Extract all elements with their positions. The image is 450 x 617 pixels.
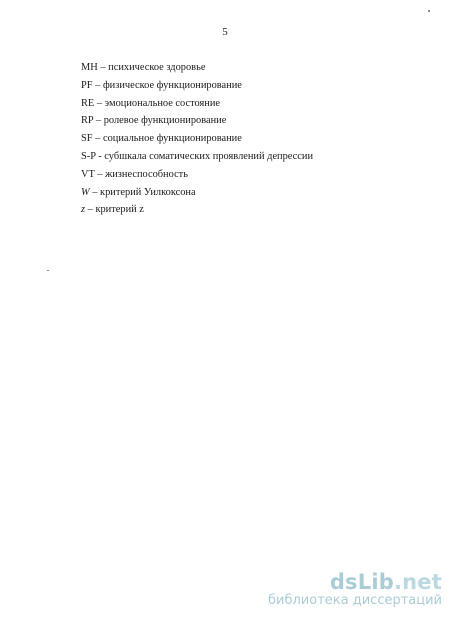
abbreviation-item (81, 166, 313, 184)
abbreviation-separator: – (92, 79, 103, 91)
abbreviation-item (81, 59, 313, 77)
abbreviation-definition: психическое здоровье (108, 62, 206, 73)
watermark-logo-domain: .net (393, 570, 442, 594)
scan-speck (47, 270, 49, 271)
abbreviation-term: MH (81, 62, 98, 73)
abbreviation-separator: – (92, 133, 103, 145)
abbreviation-item (81, 201, 313, 219)
abbreviation-definition: ролевое функционирование (103, 115, 227, 127)
abbreviation-list (81, 59, 313, 219)
abbreviation-definition: социальное функционирование (102, 133, 242, 145)
abbreviation-separator: – (97, 62, 109, 73)
scan-speck (428, 10, 430, 12)
watermark-tagline: библиотека диссертаций (268, 593, 442, 608)
abbreviation-term: SF (81, 133, 93, 145)
abbreviation-item (81, 95, 313, 113)
abbreviation-term: z (81, 204, 86, 216)
watermark (268, 571, 442, 608)
abbreviation-item (81, 130, 313, 148)
abbreviation-separator: – (93, 115, 104, 127)
page-number: 5 (222, 26, 228, 38)
abbreviation-item (81, 184, 313, 202)
abbreviation-definition: субшкала соматических проявлений депрессии (104, 150, 314, 162)
abbreviation-definition: критерий z (95, 204, 144, 216)
abbreviation-separator: – (85, 204, 96, 216)
abbreviation-definition: физическое функционирование (102, 79, 242, 91)
watermark-logo-main: dsLib (329, 570, 394, 594)
abbreviation-term: S-P (81, 150, 96, 162)
abbreviation-definition: критерий Уилкоксона (100, 186, 196, 198)
abbreviation-separator: – (89, 186, 101, 198)
abbreviation-definition: жизнеспособность (105, 168, 188, 180)
abbreviation-separator: - (95, 150, 105, 162)
abbreviation-term: RP (81, 115, 94, 127)
abbreviation-item (81, 148, 313, 166)
abbreviation-separator: – (94, 97, 105, 109)
abbreviation-term: RE (81, 97, 95, 109)
abbreviation-term: W (81, 186, 90, 198)
abbreviation-definition: эмоциональное состояние (104, 97, 220, 109)
abbreviation-term: PF (81, 79, 93, 91)
abbreviation-term: VT (81, 168, 95, 180)
watermark-logo (268, 571, 442, 593)
abbreviation-item (81, 112, 313, 130)
abbreviation-separator: – (94, 168, 106, 180)
abbreviation-item (81, 77, 313, 95)
